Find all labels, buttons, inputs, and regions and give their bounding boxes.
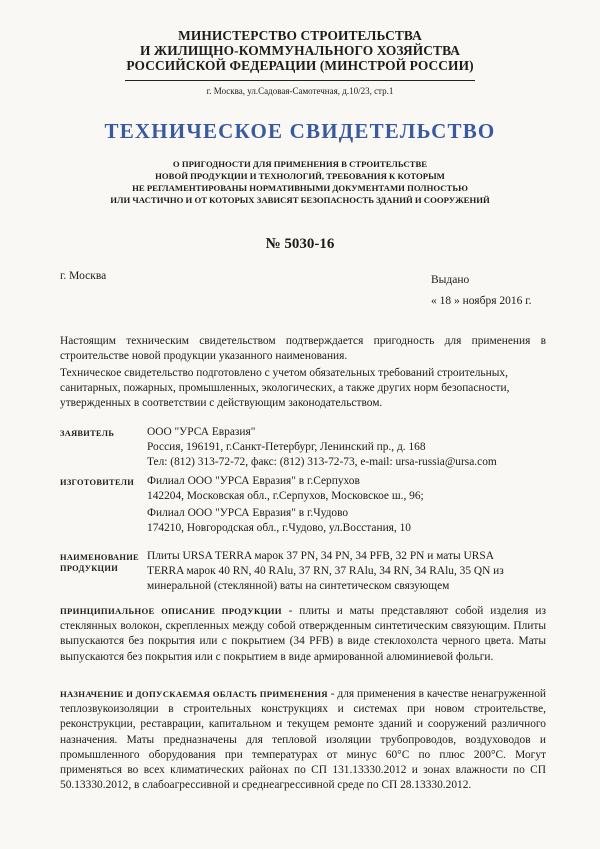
certificate-number: № 5030-16 [265, 236, 335, 252]
intro-paragraph-1: Настоящим техническим свидетельством подтверждается пригодность для применения в строительстве новой продукции указанного наименования. [60, 335, 546, 363]
applicant-address: Россия, 196191, г.Санкт-Петербург, Ленинский пр., д. 168 [147, 441, 426, 454]
applicant-name: ООО "УРСА Евразия" [147, 426, 256, 438]
product-name [147, 549, 543, 595]
ministry-address: г. Москва, ул.Садовая-Самотечная, д.10/23, стр.1 [206, 86, 394, 96]
branch-name: Филиал ООО "УРСА Евразия" в г.Серпухов [147, 475, 360, 487]
intro-paragraph-2-line: Техническое свидетельство подготовлено с учетом обязательных требований строительных, [60, 367, 508, 379]
issued-label: Выдано [431, 274, 470, 286]
subtitle-line: ИЛИ ЧАСТИЧНО И ОТ КОТОРЫХ ЗАВИСЯТ БЕЗОПАСНОСТЬ ЗДАНИЙ И СООРУЖЕНИЙ [110, 195, 490, 205]
product-label-line: НАИМЕНОВАНИЕ [60, 553, 139, 562]
product-name-label [60, 553, 139, 574]
applicant-label-text: ЗАЯВИТЕЛЬ [60, 429, 115, 438]
ministry-line-2: И ЖИЛИЩНО-КОММУНАЛЬНОГО ХОЗЯЙСТВА [139, 43, 461, 58]
issue-block [431, 270, 532, 312]
application-scope [60, 687, 546, 793]
ministry-header [0, 28, 600, 73]
subtitle-line: О ПРИГОДНОСТИ ДЛЯ ПРИМЕНЕНИЯ В СТРОИТЕЛЬСТВЕ [172, 159, 428, 169]
applicant-contacts: Тел: (812) 313-72-72, факс: (812) 313-72-73, e-mail: ursa-russia@ursa.com [147, 456, 497, 469]
intro-paragraph-2-line: санитарных, пожарных, промышленных, экологических, а также других норм безопасности, [60, 382, 510, 395]
applicant-label [60, 429, 114, 440]
product-name-line: минеральной (стеклянной) ваты на синтетическом связующем [147, 580, 450, 593]
document-subtitle [0, 158, 600, 206]
product-name-line: Плиты URSA TERRA марок 37 PN, 34 PN, 34 PFB, 32 PN и маты URSA [147, 550, 494, 562]
manufacturer-branch-1 [147, 474, 424, 504]
ministry-line-1: МИНИСТЕРСТВО СТРОИТЕЛЬСТВА [178, 28, 422, 43]
subtitle-line: НЕ РЕГЛАМЕНТИРОВАНЫ НОРМАТИВНЫМИ ДОКУМЕНТАМИ ПОЛНОСТЬЮ [132, 183, 468, 193]
description-heading: ПРИНЦИПИАЛЬНОЕ ОПИСАНИЕ ПРОДУКЦИИ [60, 606, 282, 616]
application-text: - для применения в качестве ненагруженной теплозвукоизоляции в строительных конструкциях и системах при новом строительстве, реконструкции, реставрации, капитальном и текущем ремонте зданий и сооружений различного назначения. Маты предназначены для тепловой изоляции трубопроводов, воздуховодов и промышленного оборудования при температурах от минус 60°С по плюс 200°С. Могут применяться во всех климатических районах по СП 131.13330.2012 и зонах влажности по СП 50.13330.2012, в слабоагрессивной и среднеагрессивной среде по СП 28.13330.2012. [60, 688, 546, 792]
product-description [60, 604, 546, 665]
branch-name: Филиал ООО "УРСА Евразия" в г.Чудово [147, 507, 349, 519]
manufacturer-branch-2 [147, 506, 411, 536]
branch-address: 174210, Новгородская обл., г.Чудово, ул.Восстания, 10 [147, 522, 412, 535]
issued-date: « 18 » ноября 2016 г. [431, 295, 532, 307]
applicant-details [147, 425, 497, 471]
manufacturers-label-text: ИЗГОТОВИТЕЛИ [60, 478, 135, 487]
header-divider [125, 80, 475, 81]
intro-paragraph-2 [60, 366, 546, 412]
branch-address: 142204, Московская обл., г.Серпухов, Московское ш., 96; [147, 490, 424, 503]
description-text: - плиты и маты представляют собой изделия из стеклянных волокон, скрепленных между собой отвержденным синтетическим связующим. Плиты выпускаются без покрытия или с покрытием (34 PFB) в виде стеклохолста черного цвета. Маты выпускаются без покрытия или с покрытием в виде армированной алюминиевой фольги. [60, 605, 546, 663]
application-heading: НАЗНАЧЕНИЕ И ДОПУСКАЕМАЯ ОБЛАСТЬ ПРИМЕНЕНИЯ [60, 689, 328, 699]
issue-city: г. Москва [60, 270, 107, 282]
product-label-line: ПРОДУКЦИИ [60, 563, 119, 573]
intro-paragraph-2-line: утвержденных в соответствии с действующим законодательством. [60, 397, 383, 410]
product-name-line: TERRA марок 40 RN, 40 RAlu, 37 RN, 37 RAlu, 34 RN, 34 RAlu, 35 QN из [147, 565, 504, 578]
ministry-line-3: РОССИЙСКОЙ ФЕДЕРАЦИИ (МИНСТРОЙ РОССИИ) [126, 58, 474, 73]
document-title: ТЕХНИЧЕСКОЕ СВИДЕТЕЛЬСТВО [104, 119, 496, 143]
subtitle-line: НОВОЙ ПРОДУКЦИИ И ТЕХНОЛОГИЙ, ТРЕБОВАНИЯ К КОТОРЫМ [155, 171, 445, 181]
manufacturers-label [60, 478, 134, 489]
